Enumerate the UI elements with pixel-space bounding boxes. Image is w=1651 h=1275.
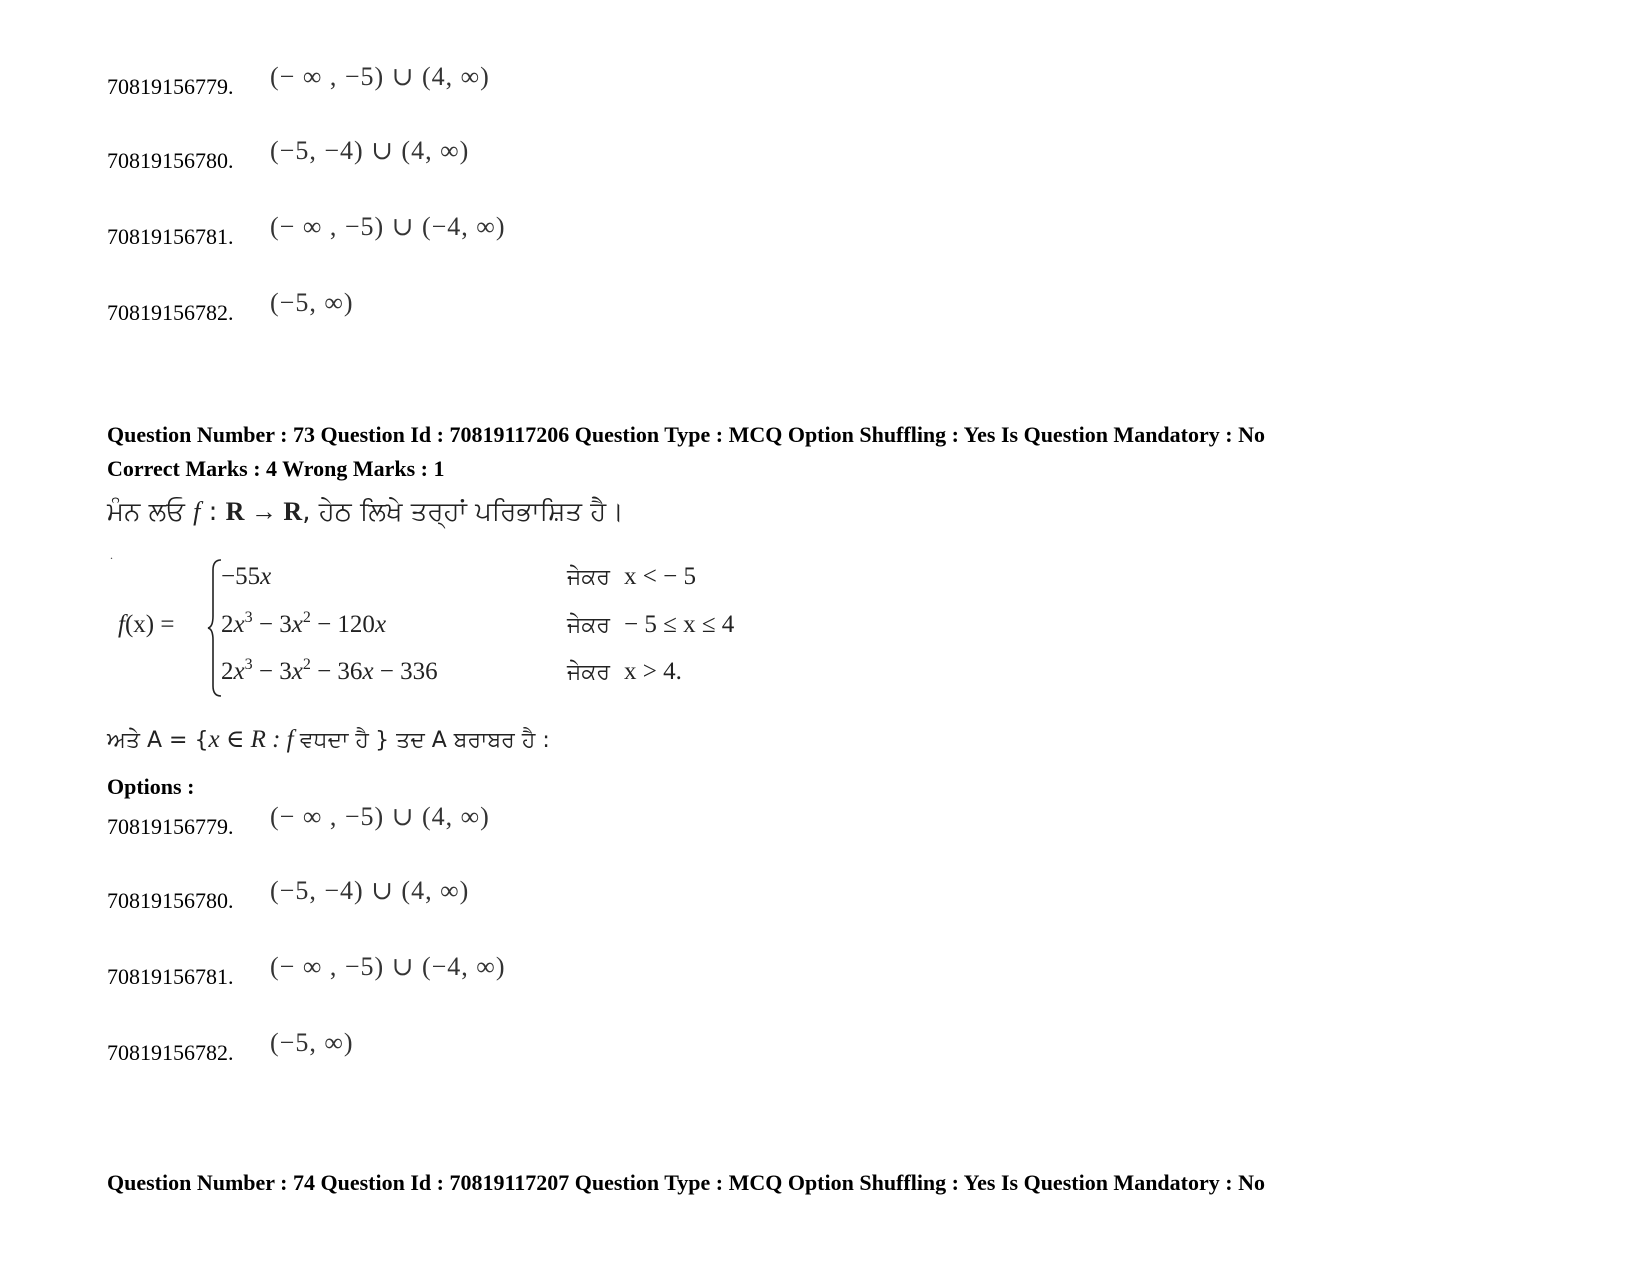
option-expression: (− ∞ , −5) ∪ (4, ∞): [270, 62, 490, 91]
piecewise-lhs: [118, 611, 174, 639]
option-id: 70819156780.: [107, 148, 234, 173]
condition-expr: x < − 5: [624, 563, 696, 590]
case-condition: [567, 658, 682, 686]
condition-word: ਜੇਕਰ: [567, 660, 611, 685]
lhs-rest: (x) =: [124, 611, 175, 638]
case-expression: −55x: [221, 563, 272, 590]
option-item: [107, 58, 667, 98]
set-definition: [107, 720, 550, 761]
option-item[interactable]: [107, 798, 667, 838]
set-end: } ਤਦ A ਬਰਾਬਰ ਹੈ :: [375, 728, 550, 753]
option-expression: (− ∞ , −5) ∪ (−4, ∞): [270, 212, 506, 241]
set-word: ਵਧਦਾ ਹੈ: [299, 728, 369, 753]
option-item: [107, 208, 667, 248]
option-id: 70819156781.: [107, 964, 234, 989]
condition-expr: x > 4.: [624, 658, 682, 685]
option-item: [107, 284, 667, 324]
intro-lead: ਮੰਨ ਲਓ: [107, 497, 194, 527]
option-id: 70819156781.: [107, 224, 234, 249]
question-marks: Correct Marks : 4 Wrong Marks : 1: [107, 456, 445, 481]
case-condition: [567, 563, 696, 591]
options-label: Options :: [107, 774, 195, 799]
option-expression: (−5, −4) ∪ (4, ∞): [270, 136, 470, 165]
condition-word: ਜੇਕਰ: [567, 565, 611, 590]
case-condition: [567, 611, 734, 639]
option-id: 70819156780.: [107, 888, 234, 913]
lhs-f: f: [118, 611, 125, 638]
option-item: [107, 132, 667, 172]
question-header: Question Number : 74 Question Id : 70819117207 Question Type : MCQ Option Shuffling : Yes Is Question Mandatory : No: [107, 1170, 1265, 1195]
option-id: 70819156782.: [107, 300, 234, 325]
option-id: 70819156779.: [107, 814, 234, 839]
option-id: 70819156779.: [107, 74, 234, 99]
condition-expr: − 5 ≤ x ≤ 4: [624, 611, 735, 638]
option-id: 70819156782.: [107, 1040, 234, 1065]
question-intro: [107, 492, 624, 532]
option-item[interactable]: [107, 1024, 667, 1064]
function-name: f: [193, 497, 201, 526]
function-domain: R → R: [225, 497, 303, 526]
case-expression: $2x^3 - 3x^2 - 36x - 336$: [221, 656, 438, 685]
condition-word: ਜੇਕਰ: [567, 613, 611, 638]
piecewise-function: [115, 555, 795, 695]
option-item[interactable]: [107, 948, 667, 988]
question-header: Question Number : 73 Question Id : 70819117206 Question Type : MCQ Option Shuffling : Yes Is Question Mandatory : No: [107, 422, 1265, 447]
option-item[interactable]: [107, 872, 667, 912]
intro-colon: :: [200, 497, 226, 527]
option-expression: (− ∞ , −5) ∪ (4, ∞): [270, 802, 490, 831]
option-expression: (− ∞ , −5) ∪ (−4, ∞): [270, 952, 506, 981]
case-expression: $2x^3 - 3x^2 - 120x$: [221, 609, 387, 638]
intro-rest: , ਹੇਠ ਲਿਖੇ ਤਰ੍ਹਾਂ ਪਰਿਭਾਸ਼ਿਤ ਹੈ।: [302, 497, 624, 527]
option-expression: (−5, ∞): [270, 1028, 354, 1057]
option-expression: (−5, ∞): [270, 288, 354, 317]
set-start: ਅਤੇ A = {: [107, 728, 209, 753]
stray-dot: .: [110, 548, 113, 562]
set-condition: x ∈ R : f: [208, 726, 294, 753]
option-expression: (−5, −4) ∪ (4, ∞): [270, 876, 470, 905]
